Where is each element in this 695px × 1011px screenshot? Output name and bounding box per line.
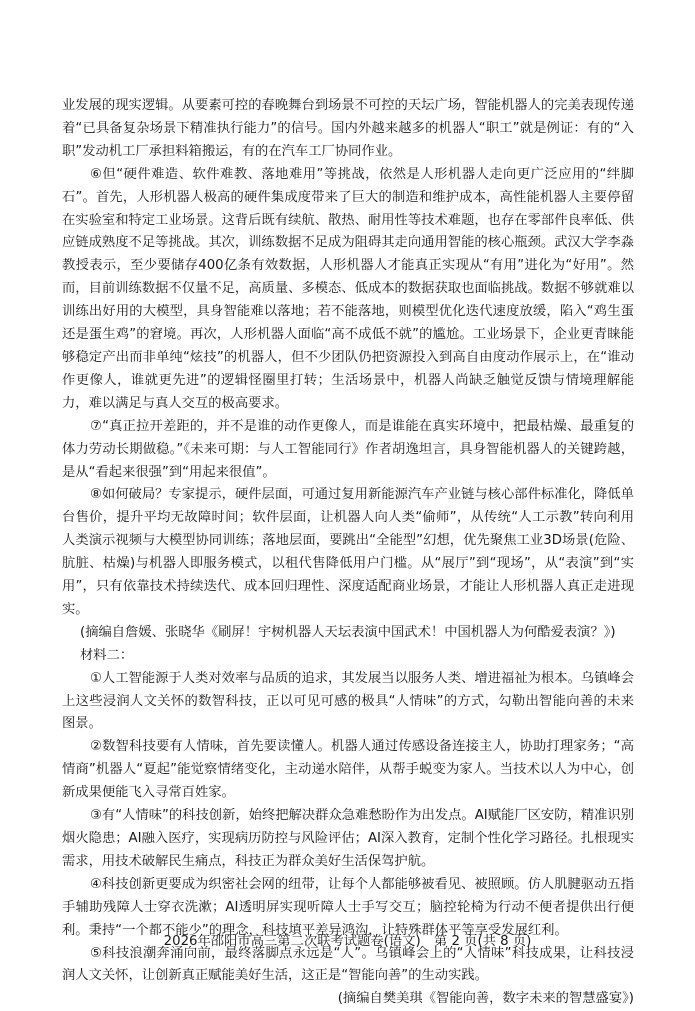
source-note-2: (摘编自樊美琪《智能向善，数字未来的智慧盛宴》) <box>337 991 634 1007</box>
paragraph-8: ⑧如何破局？专家提示，硬件层面，可通过复用新能源汽车产业链与核心部件标准化，降低单台售价，提升平均无故障时间；软件层面，让机器人向人类“偷师”，从传统“人工示教”转向利用人类演示视频与大模型协同训练；落地层面，要跳出“全能型”幻想，优先聚焦工业3D场景(危险、肮脏、枯燥)与机器人即服务模式，以租代售降低用户门槛。从“展厅”到“现场”，从“表演”到“实用”，只有依靠技术持续迭代、成本回归理性、深度适配商业场景，才能让人形机器人真正走进现实。 <box>62 487 634 617</box>
paragraph-continued: 业发展的现实逻辑。从要素可控的春晚舞台到场景不可控的天坛广场，智能机器人的完美表现传递着“已具备复杂场景下精准执行能力”的信号。国内外越来越多的机器人“职工”就是例证：有的“入职”发动机工厂承担料箱搬运，有的在汽车工厂协同作业。 <box>62 98 634 159</box>
source-note-1: (摘编自詹媛、张晓华《刷屏！宇树机器人天坛表演中国武术！中国机器人为何酷爱表演？》) <box>80 624 616 640</box>
material2-paragraph-4: ④科技创新更要成为织密社会网的纽带，让每个人都能够被看见、被照顾。仿人肌腱驱动五指手辅助残障人士穿衣洗漱；AI透明屏实现听障人士手写交互；脑控轮椅为行动不便者提供出行便利。秉持“一个都不能少”的理念，科技填平差异鸿沟，让特殊群体平等享受发展红利。 <box>62 876 634 938</box>
material2-paragraph-5: ⑤科技浪潮奔涌向前，最终落脚点永远是“人”。乌镇峰会上的“人情味”科技成果，让科技浸润人文关怀，让创新真正赋能美好生活，这正是“智能向善”的生动实践。 <box>62 945 634 984</box>
page-footer: 2026年邵阳市高三第二次联考试题卷(语文) 第 2 页(共 8 页) <box>163 934 532 949</box>
paragraph-6: ⑥但“硬件难造、软件难教、落地难用”等挑战，依然是人形机器人走向更广泛应用的“绊脚石”。首先，人形机器人极高的硬件集成度带来了巨大的制造和维护成本，高性能机器人主要停留在实验室和特定工业场景。这背后既有续航、散热、耐用性等技术难题，也存在零部件良率低、供应链成熟度不足等挑战。其次，训练数据不足成为阻碍其走向通用智能的核心瓶颈。武汉大学李淼教授表示，至少要储存400亿条有效数据，人形机器人才能真正实现从“有用”进化为“好用”。然而，目前训练数据不仅量不足，高质量、多模态、低成本的数据获取也面临挑战。数据不够就难以训练出好用的大模型，具身智能难以落地；若不能落地，则模型优化迭代速度放缓，陷入“鸡生蛋还是蛋生鸡”的窘境。再次，人形机器人面临“高不成低不就”的尴尬。工业场景下，企业更青睐能够稳定产出而非单纯“炫技”的机器人，但不少团队仍把资源投入到高自由度动作展示上，在“谁动作更像人，谁就更先进”的逻辑怪圈里打转；生活场景中，机器人尚缺乏触觉反馈与情境理解能力，难以满足与真人交互的极高要求。 <box>62 166 634 411</box>
material2-paragraph-2: ②数智科技要有人情味，首先要读懂人。机器人通过传感设备连接主人，协助打理家务；“高情商”机器人“夏起”能觉察情绪变化，主动递水陪伴，从帮手蜕变为家人。当技术以人为中心，创新成果便能飞入寻常百姓家。 <box>62 739 634 801</box>
material2-paragraph-3: ③有“人情味”的科技创新，始终把解决群众急难愁盼作为出发点。AI赋能厂区安防，精准识别烟火隐患；AI融入医疗，实现病历防控与风险评估；AI深入教育，定制个性化学习路径。扎根现实需求，用技术破解民生痛点，科技正为群众美好生活保驾护航。 <box>62 808 634 869</box>
paragraph-7: ⑦“真正拉开差距的，并不是谁的动作更像人，而是谁能在真实环境中，把最枯燥、最重复的体力劳动长期做稳。”《未来可期：与人工智能同行》作者胡逸坦言，具身智能机器人的关键跨越，是从“看起来很强”到“用起来很值”。 <box>62 418 634 480</box>
material-2-heading: 材料二： <box>80 647 134 663</box>
material2-paragraph-1: ①人工智能源于人类对效率与品质的追求，其发展当以服务人类、增进福祉为根本。乌镇峰会上这些浸润人文关怀的数智科技，正以可见可感的极具“人情味”的方式，勾勒出智能向善的未来图景。 <box>62 670 634 732</box>
article-body <box>62 95 634 1011</box>
